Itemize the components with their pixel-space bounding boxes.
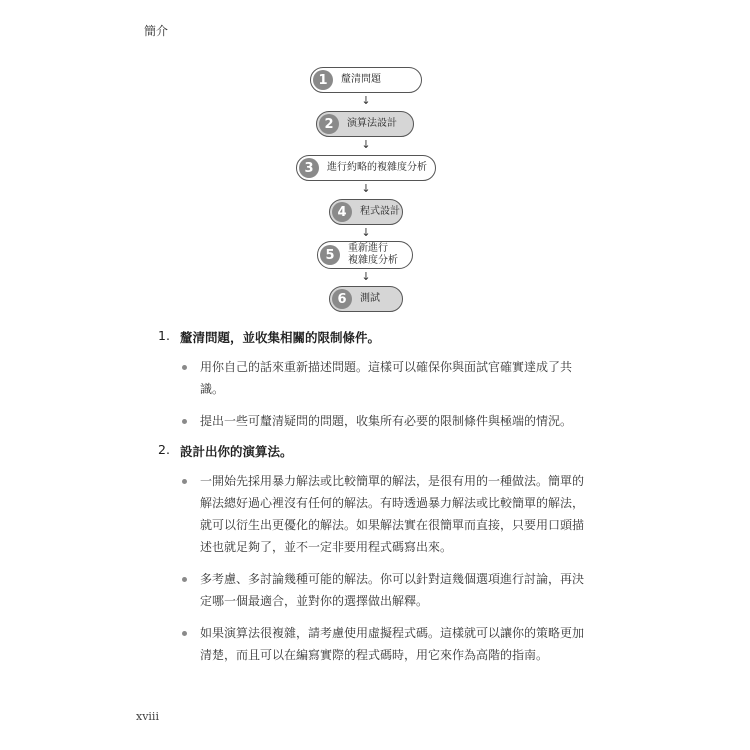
list-item: 如果演算法很複雜，請考慮使用虛擬程式碼。這樣就可以讓你的策略更加清楚，而且可以在編寫實際的程式碼時，用它來作為高階的指南。 [158, 622, 590, 666]
step-label: 程式設計 [360, 206, 400, 217]
list-item: 提出一些可釐清疑問的問題，收集所有必要的限制條件與極端的情況。 [158, 410, 590, 432]
step-number-badge: 5 [320, 245, 340, 265]
step-label [348, 243, 398, 267]
flow-step-5 [317, 241, 413, 269]
step-number-badge: 2 [319, 114, 339, 134]
flow-step-4 [329, 199, 403, 225]
step-label-line-2: 複雜度分析 [348, 255, 398, 266]
flow-step-6 [329, 286, 403, 312]
flow-step-2 [316, 111, 414, 137]
body-text [158, 328, 590, 676]
step-label: 測試 [360, 293, 380, 304]
section-heading-1 [158, 328, 590, 346]
flow-step-3 [296, 155, 436, 181]
flow-arrow: ↓ [361, 138, 371, 151]
step-label: 演算法設計 [347, 118, 397, 129]
flow-arrow: ↓ [361, 270, 371, 283]
step-number-badge: 4 [332, 202, 352, 222]
section-number: 1. [158, 328, 170, 343]
running-header: 簡介 [144, 24, 169, 38]
step-number-badge: 1 [313, 70, 333, 90]
section-heading-2 [158, 442, 590, 460]
list-item: 多考慮、多討論幾種可能的解法。你可以針對這幾個選項進行討論，再決定哪一個最適合，並對你的選擇做出解釋。 [158, 568, 590, 612]
step-number-badge: 3 [299, 158, 319, 178]
flowchart [0, 0, 750, 320]
section-title: 設計出你的演算法。 [180, 444, 293, 459]
step-number-badge: 6 [332, 289, 352, 309]
step-label-line-1: 重新進行 [348, 243, 388, 254]
step-label: 釐清問題 [341, 74, 381, 85]
flow-arrow: ↓ [361, 182, 371, 195]
flow-step-1 [310, 67, 422, 93]
list-item: 用你自己的話來重新描述問題。這樣可以確保你與面試官確實達成了共識。 [158, 356, 590, 400]
section-title: 釐清問題，並收集相關的限制條件。 [180, 330, 381, 345]
flow-arrow: ↓ [361, 94, 371, 107]
list-item: 一開始先採用暴力解法或比較簡單的解法，是很有用的一種做法。簡單的解法總好過心裡沒有任何的解法。有時透過暴力解法或比較簡單的解法，就可以衍生出更優化的解法。如果解法實在很簡單而直接，只要用口頭描述也就足夠了，並不一定非要用程式碼寫出來。 [158, 470, 590, 558]
page-number: xviii [136, 710, 159, 723]
section-number: 2. [158, 442, 170, 457]
step-label: 進行約略的複雜度分析 [327, 162, 427, 173]
flow-arrow: ↓ [361, 226, 371, 239]
